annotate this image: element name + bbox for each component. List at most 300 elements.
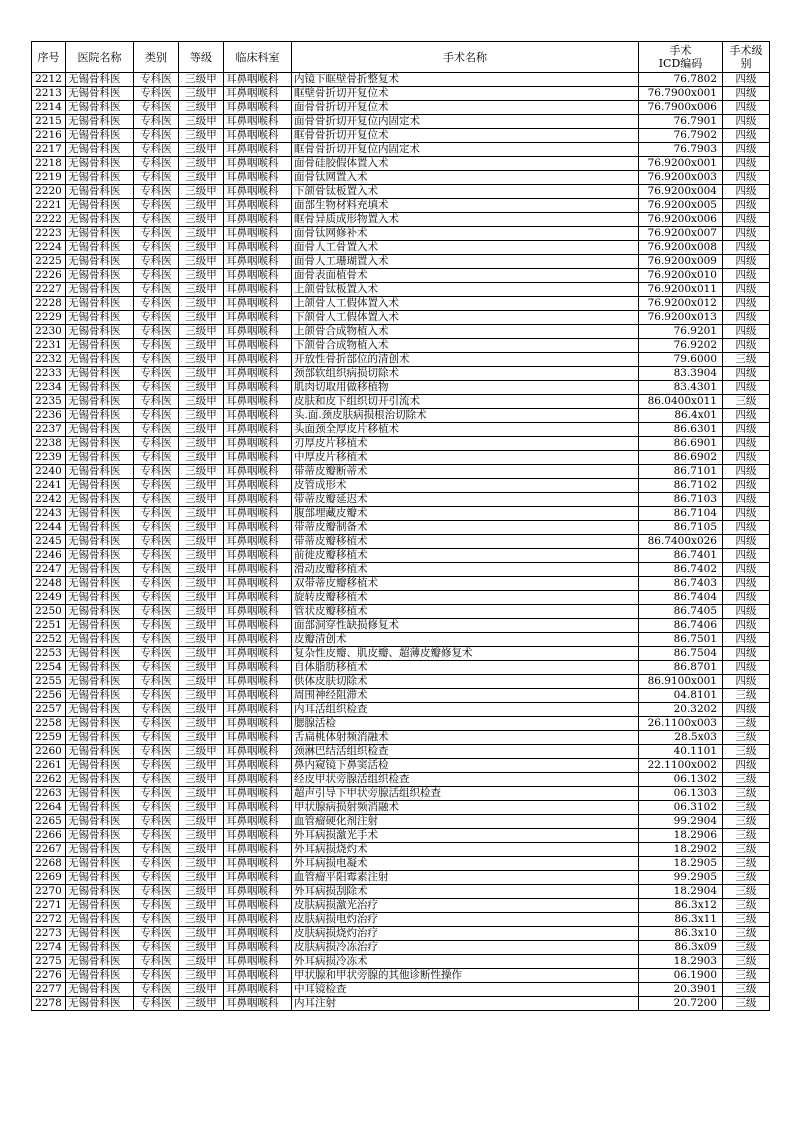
cell-surgery-level: 三级 (723, 731, 770, 745)
cell-grade: 三级甲 (179, 325, 224, 339)
cell-hospital: 无锡骨科医 (66, 115, 134, 129)
table-row (32, 87, 770, 101)
cell-department: 耳鼻咽喉科 (224, 997, 292, 1011)
cell-seq: 2231 (32, 339, 66, 353)
table-row (32, 311, 770, 325)
cell-department: 耳鼻咽喉科 (224, 843, 292, 857)
cell-grade: 三级甲 (179, 871, 224, 885)
cell-hospital: 无锡骨科医 (66, 857, 134, 871)
cell-icd-code: 86.7404 (639, 591, 723, 605)
cell-category: 专科医 (134, 605, 179, 619)
cell-icd-code: 86.7102 (639, 479, 723, 493)
cell-hospital: 无锡骨科医 (66, 493, 134, 507)
cell-grade: 三级甲 (179, 549, 224, 563)
cell-surgery-level: 三级 (723, 997, 770, 1011)
cell-surgery-level: 四级 (723, 521, 770, 535)
cell-icd-code: 86.6301 (639, 423, 723, 437)
table-row (32, 997, 770, 1011)
cell-hospital: 无锡骨科医 (66, 885, 134, 899)
cell-surgery-name: 超声引导下甲状旁腺活组织检查 (292, 787, 639, 801)
cell-hospital: 无锡骨科医 (66, 871, 134, 885)
cell-department: 耳鼻咽喉科 (224, 227, 292, 241)
table-row (32, 829, 770, 843)
cell-icd-code: 76.7903 (639, 143, 723, 157)
cell-surgery-level: 三级 (723, 829, 770, 843)
cell-grade: 三级甲 (179, 773, 224, 787)
cell-surgery-name: 周围神经阻滞术 (292, 689, 639, 703)
cell-department: 耳鼻咽喉科 (224, 437, 292, 451)
cell-department: 耳鼻咽喉科 (224, 829, 292, 843)
cell-hospital: 无锡骨科医 (66, 143, 134, 157)
table-row (32, 689, 770, 703)
cell-department: 耳鼻咽喉科 (224, 647, 292, 661)
cell-grade: 三级甲 (179, 479, 224, 493)
cell-surgery-name: 带蒂皮瓣断蒂术 (292, 465, 639, 479)
cell-surgery-name: 面骨人工骨置入术 (292, 241, 639, 255)
cell-surgery-name: 皮肤病损冷冻治疗 (292, 941, 639, 955)
cell-grade: 三级甲 (179, 87, 224, 101)
cell-seq: 2254 (32, 661, 66, 675)
cell-department: 耳鼻咽喉科 (224, 535, 292, 549)
table-row (32, 185, 770, 199)
cell-department: 耳鼻咽喉科 (224, 787, 292, 801)
cell-seq: 2237 (32, 423, 66, 437)
cell-department: 耳鼻咽喉科 (224, 297, 292, 311)
cell-hospital: 无锡骨科医 (66, 899, 134, 913)
cell-grade: 三级甲 (179, 367, 224, 381)
cell-icd-code: 20.7200 (639, 997, 723, 1011)
cell-surgery-name: 腹部埋藏皮瓣术 (292, 507, 639, 521)
cell-grade: 三级甲 (179, 283, 224, 297)
cell-department: 耳鼻咽喉科 (224, 689, 292, 703)
cell-seq: 2264 (32, 801, 66, 815)
cell-icd-code: 26.1100x003 (639, 717, 723, 731)
cell-seq: 2213 (32, 87, 66, 101)
cell-seq: 2265 (32, 815, 66, 829)
cell-hospital: 无锡骨科医 (66, 339, 134, 353)
cell-surgery-name: 头.面.颈皮肤病损根治切除术 (292, 409, 639, 423)
table-row (32, 479, 770, 493)
cell-grade: 三级甲 (179, 913, 224, 927)
cell-hospital: 无锡骨科医 (66, 563, 134, 577)
cell-hospital: 无锡骨科医 (66, 465, 134, 479)
cell-surgery-name: 管状皮瓣移植术 (292, 605, 639, 619)
cell-seq: 2270 (32, 885, 66, 899)
cell-surgery-level: 三级 (723, 801, 770, 815)
cell-surgery-level: 四级 (723, 339, 770, 353)
cell-hospital: 无锡骨科医 (66, 955, 134, 969)
table-row (32, 983, 770, 997)
cell-grade: 三级甲 (179, 199, 224, 213)
cell-grade: 三级甲 (179, 241, 224, 255)
cell-hospital: 无锡骨科医 (66, 997, 134, 1011)
cell-category: 专科医 (134, 773, 179, 787)
cell-department: 耳鼻咽喉科 (224, 801, 292, 815)
cell-surgery-name: 肌肉切取用做移植物 (292, 381, 639, 395)
cell-icd-code: 83.4301 (639, 381, 723, 395)
cell-seq: 2271 (32, 899, 66, 913)
cell-surgery-level: 三级 (723, 871, 770, 885)
cell-surgery-name: 血管瘤平阳霉素注射 (292, 871, 639, 885)
cell-department: 耳鼻咽喉科 (224, 745, 292, 759)
cell-category: 专科医 (134, 759, 179, 773)
cell-seq: 2217 (32, 143, 66, 157)
cell-icd-code: 06.1303 (639, 787, 723, 801)
cell-seq: 2250 (32, 605, 66, 619)
cell-category: 专科医 (134, 521, 179, 535)
cell-icd-code: 86.7501 (639, 633, 723, 647)
cell-grade: 三级甲 (179, 843, 224, 857)
cell-category: 专科医 (134, 395, 179, 409)
cell-surgery-level: 四级 (723, 283, 770, 297)
cell-surgery-level: 三级 (723, 787, 770, 801)
cell-grade: 三级甲 (179, 101, 224, 115)
cell-icd-code: 76.9200x003 (639, 171, 723, 185)
cell-icd-code: 20.3901 (639, 983, 723, 997)
cell-department: 耳鼻咽喉科 (224, 941, 292, 955)
cell-department: 耳鼻咽喉科 (224, 661, 292, 675)
cell-surgery-name: 颈部软组织病损切除术 (292, 367, 639, 381)
cell-surgery-name: 中厚皮片移植术 (292, 451, 639, 465)
table-row (32, 297, 770, 311)
cell-seq: 2219 (32, 171, 66, 185)
cell-surgery-name: 下颌骨钛板置入术 (292, 185, 639, 199)
cell-department: 耳鼻咽喉科 (224, 633, 292, 647)
cell-icd-code: 86.6901 (639, 437, 723, 451)
cell-surgery-level: 四级 (723, 381, 770, 395)
header-grade: 等级 (179, 42, 224, 73)
cell-category: 专科医 (134, 745, 179, 759)
cell-department: 耳鼻咽喉科 (224, 339, 292, 353)
cell-hospital: 无锡骨科医 (66, 689, 134, 703)
table-row (32, 157, 770, 171)
table-row (32, 507, 770, 521)
cell-icd-code: 18.2904 (639, 885, 723, 899)
cell-department: 耳鼻咽喉科 (224, 213, 292, 227)
cell-seq: 2221 (32, 199, 66, 213)
cell-surgery-level: 四级 (723, 297, 770, 311)
header-seq: 序号 (32, 42, 66, 73)
cell-surgery-name: 外耳病损冷冻术 (292, 955, 639, 969)
cell-category: 专科医 (134, 647, 179, 661)
cell-hospital: 无锡骨科医 (66, 633, 134, 647)
cell-hospital: 无锡骨科医 (66, 815, 134, 829)
cell-surgery-name: 舌扁桃体射频消融术 (292, 731, 639, 745)
cell-grade: 三级甲 (179, 227, 224, 241)
cell-seq: 2218 (32, 157, 66, 171)
cell-icd-code: 06.1302 (639, 773, 723, 787)
cell-icd-code: 40.1101 (639, 745, 723, 759)
cell-category: 专科医 (134, 283, 179, 297)
cell-hospital: 无锡骨科医 (66, 843, 134, 857)
cell-icd-code: 76.9200x007 (639, 227, 723, 241)
cell-icd-code: 06.1900 (639, 969, 723, 983)
table-row (32, 661, 770, 675)
cell-surgery-name: 头面颈全厚皮片移植术 (292, 423, 639, 437)
cell-seq: 2259 (32, 731, 66, 745)
table-row (32, 857, 770, 871)
cell-surgery-level: 四级 (723, 647, 770, 661)
cell-surgery-name: 皮肤和皮下组织切开引流术 (292, 395, 639, 409)
cell-icd-code: 86.7101 (639, 465, 723, 479)
cell-icd-code: 86.7400x026 (639, 535, 723, 549)
cell-surgery-name: 面骨骨折切开复位术 (292, 101, 639, 115)
table-row (32, 465, 770, 479)
cell-grade: 三级甲 (179, 507, 224, 521)
cell-surgery-name: 复杂性皮瓣、肌皮瓣、超薄皮瓣修复术 (292, 647, 639, 661)
table-row (32, 745, 770, 759)
cell-seq: 2214 (32, 101, 66, 115)
cell-surgery-name: 眶骨异质成形物置入术 (292, 213, 639, 227)
table-row (32, 913, 770, 927)
table-row (32, 325, 770, 339)
cell-surgery-name: 双带蒂皮瓣移植术 (292, 577, 639, 591)
cell-grade: 三级甲 (179, 255, 224, 269)
cell-surgery-level: 四级 (723, 493, 770, 507)
table-row (32, 171, 770, 185)
table-row (32, 787, 770, 801)
cell-department: 耳鼻咽喉科 (224, 87, 292, 101)
cell-surgery-name: 皮肤病损电灼治疗 (292, 913, 639, 927)
cell-category: 专科医 (134, 143, 179, 157)
cell-hospital: 无锡骨科医 (66, 941, 134, 955)
cell-surgery-level: 四级 (723, 507, 770, 521)
table-row (32, 129, 770, 143)
cell-grade: 三级甲 (179, 997, 224, 1011)
cell-surgery-level: 四级 (723, 325, 770, 339)
cell-seq: 2236 (32, 409, 66, 423)
cell-seq: 2268 (32, 857, 66, 871)
cell-category: 专科医 (134, 311, 179, 325)
cell-hospital: 无锡骨科医 (66, 311, 134, 325)
cell-category: 专科医 (134, 199, 179, 213)
cell-icd-code: 76.7900x006 (639, 101, 723, 115)
cell-department: 耳鼻咽喉科 (224, 255, 292, 269)
cell-department: 耳鼻咽喉科 (224, 955, 292, 969)
cell-grade: 三级甲 (179, 619, 224, 633)
cell-seq: 2273 (32, 927, 66, 941)
cell-grade: 三级甲 (179, 311, 224, 325)
cell-hospital: 无锡骨科医 (66, 199, 134, 213)
cell-hospital: 无锡骨科医 (66, 619, 134, 633)
cell-hospital: 无锡骨科医 (66, 661, 134, 675)
cell-surgery-name: 眶壁骨折切开复位术 (292, 87, 639, 101)
cell-surgery-level: 三级 (723, 927, 770, 941)
cell-icd-code: 76.9200x011 (639, 283, 723, 297)
cell-seq: 2272 (32, 913, 66, 927)
table-row (32, 213, 770, 227)
cell-surgery-name: 面骨钛网置入术 (292, 171, 639, 185)
cell-surgery-name: 滑动皮瓣移植术 (292, 563, 639, 577)
cell-grade: 三级甲 (179, 675, 224, 689)
cell-category: 专科医 (134, 185, 179, 199)
cell-category: 专科医 (134, 465, 179, 479)
cell-hospital: 无锡骨科医 (66, 647, 134, 661)
table-row (32, 255, 770, 269)
cell-surgery-level: 四级 (723, 185, 770, 199)
cell-seq: 2244 (32, 521, 66, 535)
cell-hospital: 无锡骨科医 (66, 297, 134, 311)
cell-icd-code: 22.1100x002 (639, 759, 723, 773)
cell-category: 专科医 (134, 787, 179, 801)
cell-hospital: 无锡骨科医 (66, 717, 134, 731)
cell-seq: 2276 (32, 969, 66, 983)
cell-category: 专科医 (134, 969, 179, 983)
cell-grade: 三级甲 (179, 661, 224, 675)
cell-grade: 三级甲 (179, 171, 224, 185)
cell-grade: 三级甲 (179, 423, 224, 437)
cell-surgery-name: 皮管成形术 (292, 479, 639, 493)
table-row (32, 395, 770, 409)
cell-grade: 三级甲 (179, 731, 224, 745)
cell-category: 专科医 (134, 269, 179, 283)
cell-surgery-name: 皮肤病损烧灼治疗 (292, 927, 639, 941)
cell-department: 耳鼻咽喉科 (224, 885, 292, 899)
cell-department: 耳鼻咽喉科 (224, 857, 292, 871)
cell-surgery-level: 三级 (723, 969, 770, 983)
cell-icd-code: 76.7900x001 (639, 87, 723, 101)
cell-category: 专科医 (134, 493, 179, 507)
cell-department: 耳鼻咽喉科 (224, 185, 292, 199)
cell-category: 专科医 (134, 801, 179, 815)
cell-icd-code: 76.9200x004 (639, 185, 723, 199)
cell-seq: 2255 (32, 675, 66, 689)
cell-surgery-name: 甲状腺病损射频消融术 (292, 801, 639, 815)
table-row (32, 423, 770, 437)
cell-grade: 三级甲 (179, 759, 224, 773)
table-row (32, 815, 770, 829)
table-row (32, 899, 770, 913)
cell-seq: 2246 (32, 549, 66, 563)
cell-hospital: 无锡骨科医 (66, 479, 134, 493)
table-row (32, 143, 770, 157)
cell-category: 专科医 (134, 815, 179, 829)
cell-category: 专科医 (134, 591, 179, 605)
cell-seq: 2278 (32, 997, 66, 1011)
cell-hospital: 无锡骨科医 (66, 157, 134, 171)
cell-seq: 2225 (32, 255, 66, 269)
cell-icd-code: 76.9200x010 (639, 269, 723, 283)
cell-department: 耳鼻咽喉科 (224, 773, 292, 787)
cell-surgery-level: 四级 (723, 661, 770, 675)
cell-grade: 三级甲 (179, 577, 224, 591)
table-row (32, 521, 770, 535)
cell-category: 专科医 (134, 437, 179, 451)
cell-icd-code: 76.9200x013 (639, 311, 723, 325)
cell-seq: 2274 (32, 941, 66, 955)
cell-surgery-name: 内耳注射 (292, 997, 639, 1011)
cell-surgery-name: 面骨钛网修补术 (292, 227, 639, 241)
cell-surgery-name: 旋转皮瓣移植术 (292, 591, 639, 605)
cell-surgery-name: 皮瓣清创术 (292, 633, 639, 647)
cell-seq: 2216 (32, 129, 66, 143)
table-row (32, 801, 770, 815)
cell-category: 专科医 (134, 563, 179, 577)
cell-surgery-level: 三级 (723, 843, 770, 857)
cell-grade: 三级甲 (179, 409, 224, 423)
cell-surgery-level: 四级 (723, 115, 770, 129)
cell-category: 专科医 (134, 171, 179, 185)
cell-icd-code: 86.7105 (639, 521, 723, 535)
cell-hospital: 无锡骨科医 (66, 521, 134, 535)
cell-icd-code: 76.7901 (639, 115, 723, 129)
cell-surgery-level: 四级 (723, 633, 770, 647)
cell-surgery-name: 面骨硅胶假体置入术 (292, 157, 639, 171)
cell-category: 专科医 (134, 535, 179, 549)
cell-grade: 三级甲 (179, 969, 224, 983)
cell-surgery-level: 四级 (723, 199, 770, 213)
cell-icd-code: 76.7802 (639, 73, 723, 87)
table-row (32, 675, 770, 689)
cell-hospital: 无锡骨科医 (66, 829, 134, 843)
cell-icd-code: 18.2906 (639, 829, 723, 843)
table-row (32, 955, 770, 969)
cell-hospital: 无锡骨科医 (66, 283, 134, 297)
cell-hospital: 无锡骨科医 (66, 801, 134, 815)
cell-surgery-level: 四级 (723, 255, 770, 269)
header-category: 类别 (134, 42, 179, 73)
table-row (32, 367, 770, 381)
table-row (32, 941, 770, 955)
cell-icd-code: 86.3x09 (639, 941, 723, 955)
table-row (32, 871, 770, 885)
cell-icd-code: 86.7402 (639, 563, 723, 577)
cell-surgery-name: 腮腺活检 (292, 717, 639, 731)
cell-seq: 2247 (32, 563, 66, 577)
cell-department: 耳鼻咽喉科 (224, 367, 292, 381)
cell-seq: 2258 (32, 717, 66, 731)
cell-grade: 三级甲 (179, 745, 224, 759)
cell-surgery-name: 前徙皮瓣移植术 (292, 549, 639, 563)
cell-department: 耳鼻咽喉科 (224, 395, 292, 409)
table-row (32, 619, 770, 633)
cell-hospital: 无锡骨科医 (66, 367, 134, 381)
cell-grade: 三级甲 (179, 983, 224, 997)
cell-seq: 2238 (32, 437, 66, 451)
table-row (32, 969, 770, 983)
cell-hospital: 无锡骨科医 (66, 353, 134, 367)
cell-seq: 2223 (32, 227, 66, 241)
cell-category: 专科医 (134, 829, 179, 843)
cell-department: 耳鼻咽喉科 (224, 815, 292, 829)
cell-surgery-name: 带蒂皮瓣延迟术 (292, 493, 639, 507)
cell-icd-code: 83.3904 (639, 367, 723, 381)
cell-surgery-level: 四级 (723, 241, 770, 255)
cell-category: 专科医 (134, 409, 179, 423)
cell-department: 耳鼻咽喉科 (224, 311, 292, 325)
cell-surgery-level: 四级 (723, 675, 770, 689)
cell-grade: 三级甲 (179, 143, 224, 157)
cell-department: 耳鼻咽喉科 (224, 283, 292, 297)
cell-grade: 三级甲 (179, 633, 224, 647)
table-row (32, 885, 770, 899)
cell-surgery-level: 三级 (723, 955, 770, 969)
table-row (32, 381, 770, 395)
header-department: 临床科室 (224, 42, 292, 73)
cell-department: 耳鼻咽喉科 (224, 451, 292, 465)
cell-grade: 三级甲 (179, 591, 224, 605)
cell-seq: 2245 (32, 535, 66, 549)
cell-icd-code: 86.8701 (639, 661, 723, 675)
cell-grade: 三级甲 (179, 605, 224, 619)
cell-icd-code: 76.7902 (639, 129, 723, 143)
cell-seq: 2269 (32, 871, 66, 885)
cell-surgery-level: 四级 (723, 563, 770, 577)
cell-surgery-level: 四级 (723, 577, 770, 591)
cell-seq: 2212 (32, 73, 66, 87)
cell-surgery-level: 四级 (723, 311, 770, 325)
cell-hospital: 无锡骨科医 (66, 171, 134, 185)
